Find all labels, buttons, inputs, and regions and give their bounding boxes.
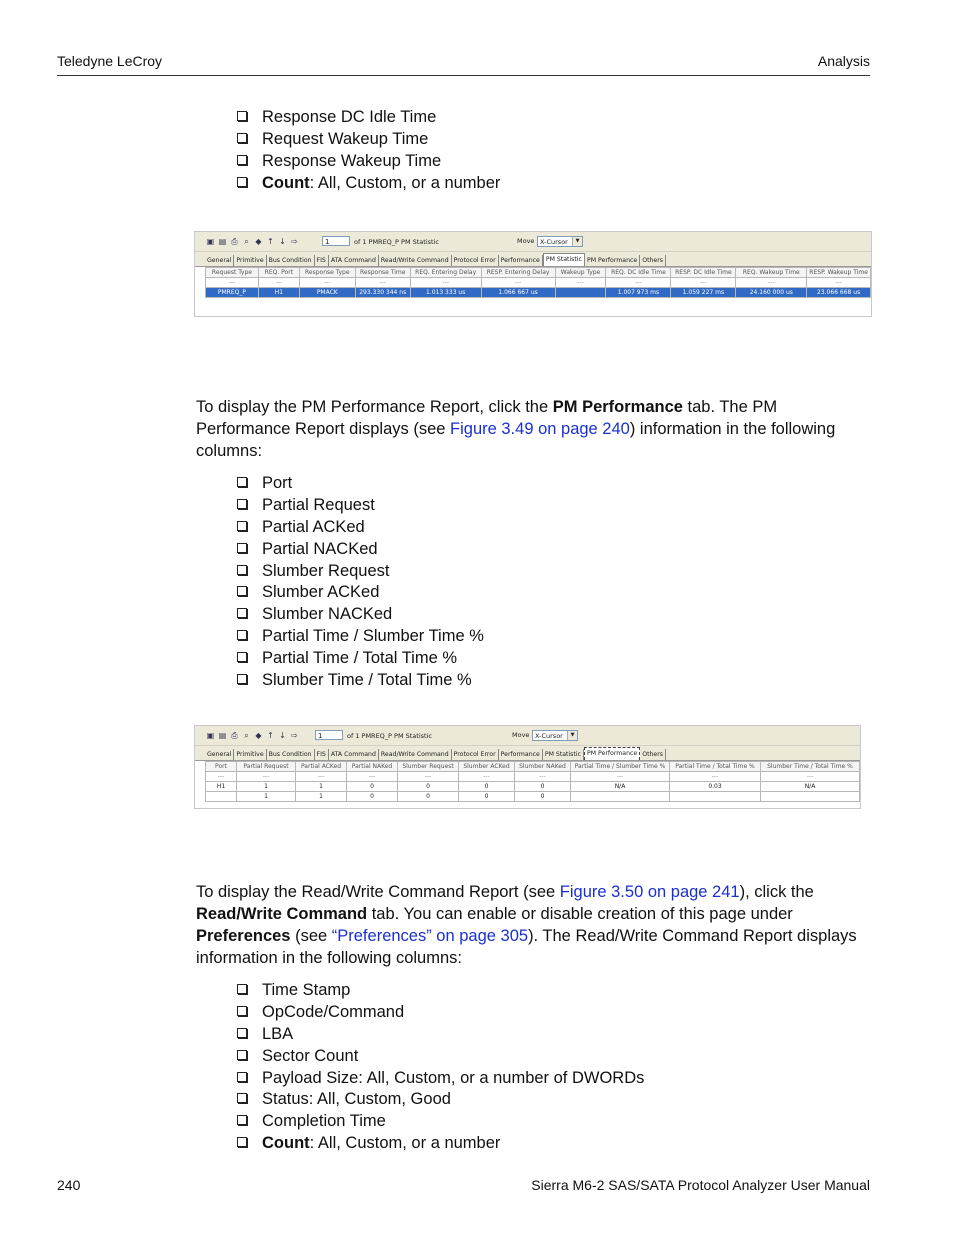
report-tabs [195,746,860,761]
table-cell: --- [410,278,481,288]
list-item-text: Time Stamp [262,981,351,999]
tab-fis[interactable]: FIS [315,255,329,266]
print-icon[interactable]: ⎙ [231,237,238,246]
print-icon[interactable]: ⎙ [231,731,238,740]
column-header[interactable]: Partial ACKed [296,762,347,772]
column-header[interactable]: REQ. DC Idle Time [606,268,671,278]
toolbar-icons [206,731,299,740]
chevron-down-icon[interactable]: ▼ [567,731,577,740]
list-item-text: Response DC Idle Time [262,108,437,126]
list-item [237,1133,644,1155]
list-item-text: Port [262,474,293,492]
table-cell [555,288,606,298]
para-bold-pm-performance: PM Performance [552,398,683,416]
figure-link[interactable]: Figure 3.50 on page 241 [559,883,740,901]
table-row[interactable] [206,782,860,792]
tab-pm-statistic[interactable]: PM Statistic [543,749,584,760]
list-item-text: Completion Time [262,1112,386,1131]
tab-bus-condition[interactable]: Bus Condition [267,255,315,266]
down-icon[interactable]: ↓ [279,731,286,740]
list-item-text: Partial NACKed [262,539,378,558]
tab-performance[interactable]: Performance [499,749,543,760]
pm-performance-paragraph [196,396,872,462]
table-row[interactable] [206,792,860,802]
report-table [205,761,860,802]
table-cell: --- [258,278,299,288]
table-cell: 0 [515,792,571,802]
page-number-input[interactable]: 1 [322,236,350,246]
table-cell: --- [807,278,871,288]
checkbox-bullet-icon [237,1072,247,1082]
list-item-text: Response Wakeup Time [262,151,442,170]
goto-icon[interactable]: ⇨ [291,731,298,740]
tab-others[interactable]: Others [640,255,666,266]
tab-performance[interactable]: Performance [499,255,543,266]
table-cell: 1 [237,782,296,792]
column-header[interactable]: REQ. Wakeup Time [736,268,807,278]
checkbox-bullet-icon [237,1137,247,1147]
checkbox-bullet-icon [237,565,247,575]
checkbox-bullet-icon [237,1050,247,1060]
para-bold-preferences: Preferences [196,927,291,945]
para-text: To display the PM Performance Report, click the [196,398,553,416]
table-cell: --- [671,278,736,288]
column-header[interactable]: Request Type [206,268,259,278]
page-number-input[interactable]: 1 [315,730,343,740]
table-cell: N/A [761,782,860,792]
find-icon[interactable]: ⌕ [244,731,249,740]
list-item-text: Slumber Time / Total Time % [262,671,472,690]
table-cell: 23.066 668 us [807,288,871,298]
list-item-text: Slumber Request [262,561,390,580]
list-item-text: LBA [262,1024,294,1043]
tab-others[interactable]: Others [640,749,666,760]
list-item [237,670,484,692]
column-header[interactable]: Port [206,762,237,772]
table-cell: --- [606,278,671,288]
figure-link[interactable]: Figure 3.49 on page 240 [450,420,630,438]
color-icon[interactable]: ◆ [255,237,262,246]
table-cell: --- [206,772,237,782]
table-cell: H1 [258,288,299,298]
column-header[interactable]: Partial Time / Total Time % [670,762,761,772]
checkbox-bullet-icon [237,543,247,553]
list-item-text: Partial Time / Slumber Time % [262,627,484,646]
report-table [205,267,871,298]
save-icon[interactable]: ▤ [218,237,227,246]
checkbox-bullet-icon [237,133,247,143]
table-cell: 0 [347,782,398,792]
table-cell: 1 [296,792,347,802]
list-item [237,582,484,604]
table-cell: --- [555,278,606,288]
move-select[interactable] [532,730,578,741]
table-cell: 1.066 667 us [481,288,555,298]
open-icon[interactable]: ▣ [206,237,215,246]
list-item [237,539,484,561]
column-header[interactable]: Wakeup Type [555,268,606,278]
tab-read-write-command[interactable]: Read/Write Command [379,255,452,266]
tab-general[interactable]: General [205,255,234,266]
table-cell: 1.013 333 us [410,288,481,298]
table-cell: 0 [398,782,459,792]
list-item [237,1002,644,1024]
list-item-text: Partial Request [262,495,375,514]
report-tabs [195,252,871,267]
list-item [237,1089,644,1111]
checkbox-bullet-icon [237,521,247,531]
list-item [237,561,484,583]
list-item-bold: Count [262,173,310,192]
checkbox-bullet-icon [237,177,247,187]
tab-primitive[interactable]: Primitive [234,255,266,266]
tab-primitive[interactable]: Primitive [234,749,266,760]
list-item-text: Status: All, Custom, Good [262,1090,451,1109]
list-item [237,1111,644,1133]
list-item [237,517,484,539]
table-cell: 0 [398,792,459,802]
table-cell: --- [670,772,761,782]
list-item-text: Partial ACKed [262,517,365,536]
column-header[interactable]: Partial Request [237,762,296,772]
checkbox-bullet-icon [237,652,247,662]
checkbox-bullet-icon [237,1115,247,1125]
tab-protocol-error[interactable]: Protocol Error [452,255,499,266]
tab-fis[interactable]: FIS [315,749,329,760]
checkbox-bullet-icon [237,1028,247,1038]
table-cell: --- [296,772,347,782]
list-item [237,151,500,173]
toolbar-icons [206,237,299,246]
list-item [237,604,484,626]
list-item [237,1046,644,1068]
list-item-text: Slumber NACKed [262,605,393,624]
goto-icon[interactable]: ⇨ [291,237,298,246]
table-cell: --- [299,278,355,288]
table-cell: 0 [515,782,571,792]
column-header[interactable]: Slumber NAKed [515,762,571,772]
tab-pm-statistic[interactable]: PM Statistic [543,253,585,266]
running-header-right: Analysis [817,53,870,69]
tab-read-write-command[interactable]: Read/Write Command [379,749,452,760]
list-item [237,495,484,517]
table-cell: --- [237,772,296,782]
para-text: (see [290,927,332,945]
checkbox-bullet-icon [237,984,247,994]
list-item [237,626,484,648]
table-cell: --- [355,278,410,288]
move-select-value: X-Cursor [540,238,568,246]
list-item [237,473,484,495]
bullet-list-pm-performance [237,473,484,692]
table-cell: 0 [459,782,515,792]
table-row[interactable] [206,278,871,288]
report-toolbar [195,726,860,746]
page-number: 240 [57,1177,81,1193]
column-header[interactable]: Slumber Time / Total Time % [761,762,860,772]
table-cell: H1 [206,782,237,792]
list-item [237,129,500,151]
para-text: ) information in the following columns: [196,420,836,460]
table-cell: --- [571,772,670,782]
table-cell: N/A [571,782,670,792]
list-item [237,107,500,129]
list-item [237,1068,644,1090]
running-header-left: Teledyne LeCroy [57,53,163,69]
column-header[interactable]: RESP. Entering Delay [481,268,555,278]
table-cell: PMREQ_P [206,288,259,298]
column-header[interactable]: RESP. DC Idle Time [671,268,736,278]
checkbox-bullet-icon [237,155,247,165]
tab-ata-command[interactable]: ATA Command [329,749,379,760]
pm-statistic-screenshot [194,231,872,317]
list-item-text: Payload Size: All, Custom, or a number of DWORDs [262,1068,645,1087]
down-icon[interactable]: ↓ [279,237,286,246]
para-text: ), click the [739,883,814,901]
table-cell: 1.059 227 ms [671,288,736,298]
table-cell: 0.03 [670,782,761,792]
para-text: tab. You can enable or disable creation of this page under [367,905,793,923]
para-text: tab. The PM Performance Report displays (see [196,398,778,438]
checkbox-bullet-icon [237,1006,247,1016]
table-cell: --- [515,772,571,782]
list-item-text: Sector Count [262,1046,359,1065]
checkbox-bullet-icon [237,111,247,121]
list-item-text: : All, Custom, or a number [309,1134,501,1153]
table-cell: 1 [237,792,296,802]
column-header[interactable]: Slumber ACKed [459,762,515,772]
table-row[interactable] [206,772,860,782]
list-item-bold: Count [262,1134,310,1153]
checkbox-bullet-icon [237,674,247,684]
table-cell: PMACK [299,288,355,298]
header-rule [57,75,870,76]
table-cell: 293.330 344 ns [355,288,410,298]
report-toolbar [195,232,871,252]
table-cell [571,792,670,802]
column-header[interactable]: Partial Time / Slumber Time % [571,762,670,772]
table-cell: 0 [459,792,515,802]
column-header[interactable]: RESP. Wakeup Time [807,268,871,278]
pm-performance-screenshot [194,725,861,809]
report-title: of 1 PMREQ_P PM Statistic [347,732,432,740]
list-item-text: OpCode/Command [262,1002,405,1021]
para-bold-read-write-command: Read/Write Command [196,905,368,923]
table-cell: 1.007 973 ms [606,288,671,298]
column-header[interactable]: Slumber Request [398,762,459,772]
tab-protocol-error[interactable]: Protocol Error [452,749,499,760]
tab-pm-performance[interactable]: PM Performance [584,747,640,760]
table-header-row [206,268,871,278]
checkbox-bullet-icon [237,608,247,618]
tab-bus-condition[interactable]: Bus Condition [267,749,315,760]
bullet-list-read-write [237,980,644,1155]
column-header[interactable]: REQ. Port [258,268,299,278]
table-cell: --- [736,278,807,288]
list-item [237,980,644,1002]
save-icon[interactable]: ▤ [218,731,227,740]
table-cell: 1 [296,782,347,792]
move-label: Move [517,237,535,245]
table-cell: 0 [347,792,398,802]
table-cell: --- [347,772,398,782]
open-icon[interactable]: ▣ [206,731,215,740]
list-item-text: : All, Custom, or a number [309,173,501,192]
read-write-paragraph [196,881,872,969]
table-row[interactable] [206,288,871,298]
bullet-list-pm-statistic [237,107,500,195]
table-cell [761,792,860,802]
move-select[interactable] [537,236,583,247]
column-header[interactable]: Partial NAKed [347,762,398,772]
manual-title: Sierra M6-2 SAS/SATA Protocol Analyzer User Manual [531,1177,870,1193]
table-header-row [206,762,860,772]
table-cell: 24.160 000 us [736,288,807,298]
color-icon[interactable]: ◆ [255,731,262,740]
list-item [237,1024,644,1046]
checkbox-bullet-icon [237,499,247,509]
table-cell: --- [398,772,459,782]
checkbox-bullet-icon [237,1093,247,1103]
column-header[interactable]: REQ. Entering Delay [410,268,481,278]
table-cell: --- [459,772,515,782]
para-text: ). The Read/Write Command Report displays information in the following columns: [196,927,857,967]
table-cell: --- [481,278,555,288]
chevron-down-icon[interactable]: ▼ [572,237,582,246]
table-cell [206,792,237,802]
tab-ata-command[interactable]: ATA Command [329,255,379,266]
report-title: of 1 PMREQ_P PM Statistic [354,238,439,246]
preferences-link[interactable]: “Preferences” on page 305 [331,927,529,945]
list-item-text: Slumber ACKed [262,583,380,602]
tab-pm-performance[interactable]: PM Performance [585,255,640,266]
para-text: To display the Read/Write Command Report (see [196,883,560,901]
move-select-value: X-Cursor [535,732,563,740]
column-header[interactable]: Response Time [355,268,410,278]
list-item-text: Request Wakeup Time [262,129,429,148]
table-cell: --- [206,278,259,288]
tab-general[interactable]: General [205,749,234,760]
checkbox-bullet-icon [237,586,247,596]
table-cell [670,792,761,802]
checkbox-bullet-icon [237,630,247,640]
checkbox-bullet-icon [237,477,247,487]
find-icon[interactable]: ⌕ [244,237,249,246]
list-item [237,648,484,670]
move-label: Move [512,731,530,739]
list-item-text: Partial Time / Total Time % [262,649,458,668]
column-header[interactable]: Response Type [299,268,355,278]
list-item [237,173,500,195]
up-icon[interactable]: ↑ [267,731,274,740]
up-icon[interactable]: ↑ [267,237,274,246]
table-cell: --- [761,772,860,782]
